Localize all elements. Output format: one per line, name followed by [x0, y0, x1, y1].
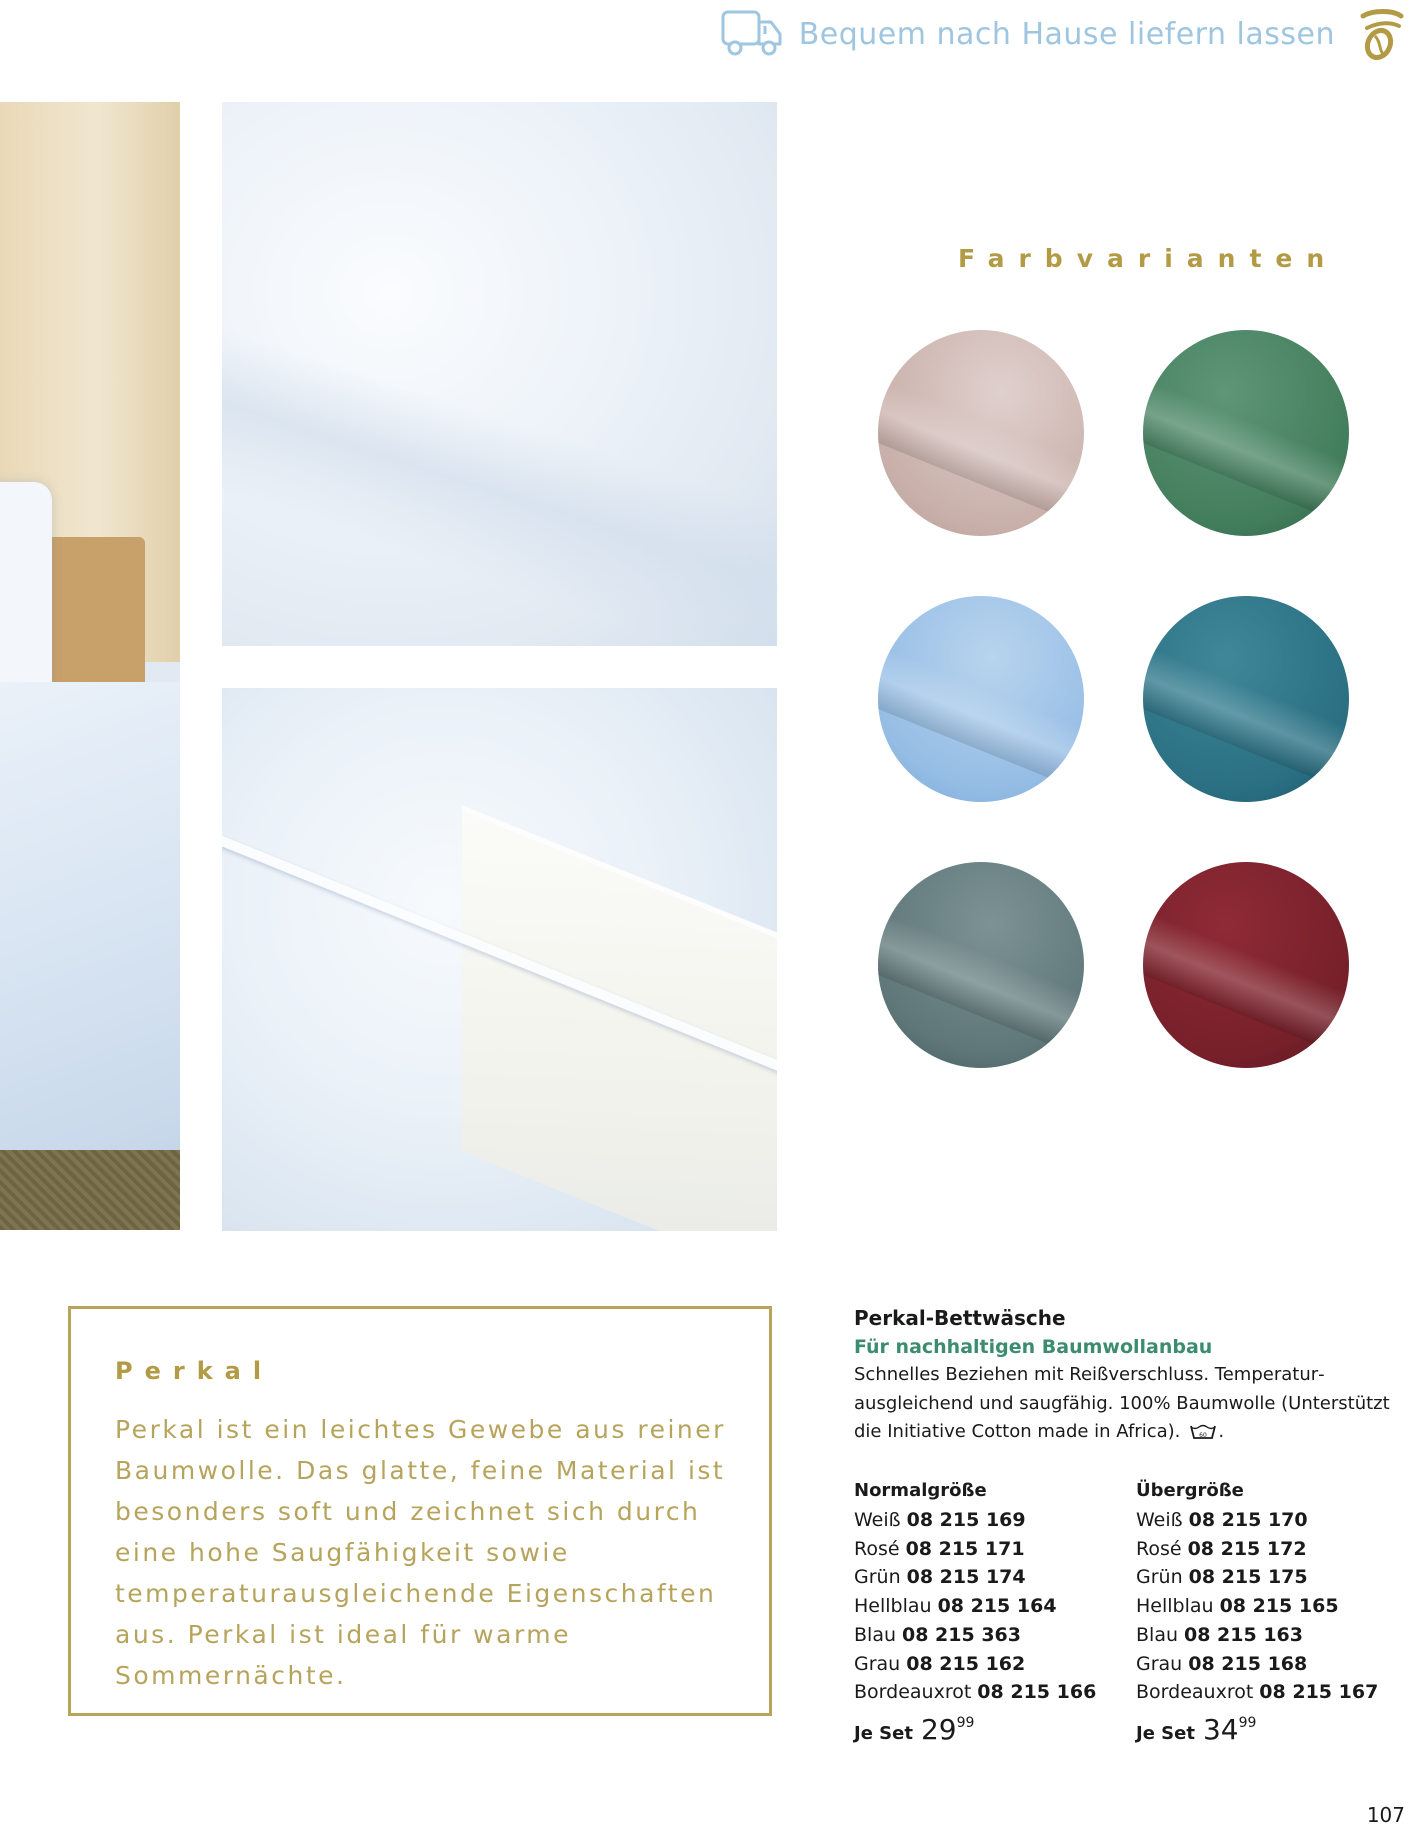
order-row[interactable]: [1136, 1563, 1416, 1592]
row-number: 08 215 164: [937, 1595, 1057, 1618]
price: [854, 1713, 1134, 1746]
info-title: Perkal: [115, 1357, 274, 1385]
order-row[interactable]: [854, 1678, 1134, 1707]
row-color: Weiß: [1136, 1509, 1183, 1531]
row-color: Grau: [1136, 1652, 1183, 1675]
column-oversize: [1136, 1476, 1416, 1746]
swatch-rose[interactable]: [878, 330, 1084, 536]
order-row[interactable]: [854, 1650, 1134, 1679]
swatch-green[interactable]: [1143, 330, 1349, 536]
row-color: Grau: [854, 1652, 901, 1675]
order-row[interactable]: [854, 1592, 1134, 1621]
product-subtitle: Für nachhaltigen Baumwollanbau: [854, 1336, 1213, 1358]
row-color: Hellblau: [1136, 1595, 1214, 1618]
swatch-blue[interactable]: [1143, 596, 1349, 802]
bedroom-photo: [0, 102, 180, 1230]
order-row[interactable]: [1136, 1678, 1416, 1707]
brand-logo-icon: [1357, 6, 1405, 62]
fabric-detail-photo: [222, 102, 777, 646]
product-description: [854, 1303, 1394, 1447]
row-number: 08 215 363: [902, 1623, 1021, 1646]
row-color: Rosé: [854, 1537, 900, 1560]
order-row[interactable]: [854, 1506, 1134, 1535]
info-body: Perkal ist ein leichtes Gewebe aus reiner Baumwolle. Das glatte, feine Material ist besonders soft und zeichnet sich durch eine hohe Saugfähigkeit sowie temperaturausgleichende Eigenschaften aus. Perkal ist ideal für warme Sommernächte.: [115, 1415, 726, 1690]
row-color: Weiß: [854, 1509, 901, 1531]
row-color: Blau: [854, 1623, 896, 1646]
swatch-lightblue[interactable]: [878, 596, 1084, 802]
row-color: Bordeauxrot: [1136, 1681, 1254, 1704]
order-row[interactable]: [1136, 1621, 1416, 1650]
row-color: Grün: [854, 1566, 901, 1589]
order-row[interactable]: [854, 1621, 1134, 1650]
price-cents: 99: [1238, 1714, 1257, 1731]
row-color: Bordeauxrot: [854, 1681, 972, 1704]
price-label: Je Set: [854, 1722, 913, 1744]
truck-icon: [721, 8, 783, 60]
price-cents: 99: [956, 1714, 975, 1731]
product-title: Perkal-Bettwäsche: [854, 1306, 1066, 1330]
row-number: 08 215 175: [1188, 1566, 1308, 1589]
svg-text:60: 60: [1199, 1432, 1208, 1439]
price: [1136, 1713, 1416, 1746]
order-row[interactable]: [1136, 1506, 1416, 1535]
row-number: 08 215 170: [1188, 1509, 1308, 1531]
order-row[interactable]: [1136, 1535, 1416, 1564]
row-number: 08 215 167: [1259, 1681, 1379, 1704]
row-number: 08 215 166: [977, 1681, 1097, 1704]
price-value: 29: [920, 1712, 957, 1746]
row-number: 08 215 168: [1188, 1652, 1308, 1675]
row-color: Hellblau: [854, 1595, 932, 1618]
row-color: Grün: [1136, 1566, 1183, 1589]
row-color: Rosé: [1136, 1537, 1182, 1560]
variants-title: Farbvarianten: [958, 244, 1339, 273]
price-label: Je Set: [1136, 1722, 1195, 1744]
price-value: 34: [1202, 1712, 1239, 1746]
row-number: 08 215 169: [906, 1509, 1026, 1531]
order-row[interactable]: [854, 1563, 1134, 1592]
product-desc-text: Schnelles Beziehen mit Reißverschluss. Temperaturausgleichend und saugfähig. 100% Baumwolle (Unterstützt die Initiative Cotton made in Africa).: [854, 1364, 1390, 1442]
swatch-bordeaux[interactable]: [1143, 862, 1349, 1068]
row-color: Blau: [1136, 1623, 1178, 1646]
delivery-text: Bequem nach Hause liefern lassen: [798, 16, 1335, 52]
row-number: 08 215 165: [1219, 1595, 1339, 1618]
product-text: Schnelles Beziehen mit Reißverschluss. Temperaturausgleichend und saugfähig. 100% Baumwolle (Unterstützt die Initiative Cotton made in Africa). 60 .: [854, 1364, 1390, 1442]
page-number: 107: [1366, 1803, 1405, 1827]
zipper-detail-photo: [222, 688, 777, 1231]
swatch-grey[interactable]: [878, 862, 1084, 1068]
order-row[interactable]: [1136, 1650, 1416, 1679]
column-heading: Übergröße: [1136, 1480, 1244, 1501]
wash-60-icon: [1190, 1424, 1216, 1440]
order-row[interactable]: [1136, 1592, 1416, 1621]
column-heading: Normalgröße: [854, 1480, 987, 1501]
row-number: 08 215 171: [905, 1537, 1025, 1560]
row-number: 08 215 174: [906, 1566, 1026, 1589]
row-number: 08 215 172: [1187, 1537, 1307, 1560]
row-number: 08 215 162: [906, 1652, 1026, 1675]
order-row[interactable]: [854, 1535, 1134, 1564]
column-normal-size: [854, 1476, 1134, 1746]
row-number: 08 215 163: [1184, 1623, 1303, 1646]
delivery-banner[interactable]: [721, 6, 1405, 62]
perkal-info-box: [68, 1306, 772, 1716]
